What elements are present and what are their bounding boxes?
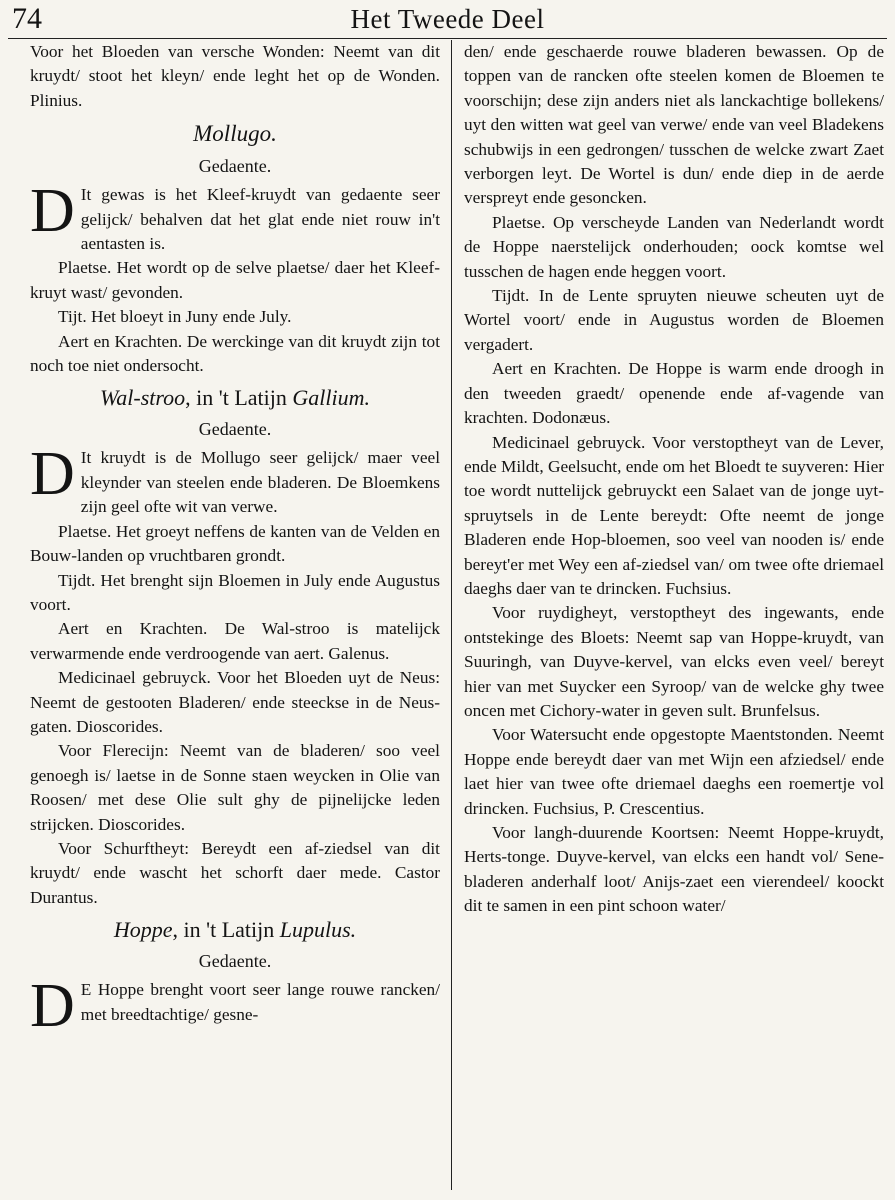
paragraph: Voor ruydigheyt, verstoptheyt des ingewants, ende ontstekinge des Bloets: Neemt sap van Hoppe-kruydt, van Suuringh, van Duyve-kervel, van elcks even veel/ bereyt hier van met Suycker een Syroop/ van de welcke ghy twee oncen met Cichory-water in geven sult. Brunfelsus. [464,603,884,720]
heading-mollugo: Mollugo. [193,121,277,147]
paragraph-with-dropcap [30,177,440,256]
subheading-gedaente: Gedaente. [198,951,272,972]
heading-name: Hoppe [113,917,173,943]
paragraph: Tijt. Het bloeyt in Juny ende July. [58,307,292,327]
paragraph: Voor het Bloeden van versche Wonden: Neemt van dit kruydt/ stoot het kleyn/ ende leght het op de Wonden. Plinius. [30,42,440,110]
paragraph: Plaetse. Het groeyt neffens de kanten van de Velden en Bouw-landen op vruchtbaren grondt. [30,521,440,566]
heading-latin: Lupulus. [279,917,357,943]
drop-cap: D [30,177,75,246]
heading-joiner: , in 't Latijn [172,917,280,943]
paragraph: Tijdt. Het brenght sijn Bloemen in July ende Augustus voort. [30,570,440,614]
paragraph-text: It gewas is het Kleef-kruydt van gedaente seer gelijck/ behalven dat het glat ende niet rouw in't aentasten is. [80,185,440,254]
paragraph: Aert en Krachten. De Wal-stroo is matelijck verwarmende ende verdroogende van aert. Galenus. [30,619,440,663]
heading-joiner: , in 't Latijn [185,385,293,411]
paragraph: Voor Flerecijn: Neemt van de bladeren/ soo veel genoegh is/ laetse in de Sonne staen weycken in Olie van Roosen/ met dese Olie sult ghy de pijnelijcke leden strijcken. Dioscorides. [30,741,440,834]
drop-cap: D [30,972,75,1041]
page-number: 74 [12,2,42,35]
paragraph: Voor Watersucht ende opgestopte Maentstonden. Neemt Hoppe ende bereydt daer van met Wijn een afziedsel/ ende laet hier van twee ofte driemael daeghs een roemertje vol drincken. Fuchsius, P. Crescentius. [464,725,884,818]
running-title: Het Tweede Deel [350,4,545,34]
paragraph: Plaetse. Het wordt op de selve plaetse/ daer het Kleef-kruyt wast/ gevonden. [30,258,440,302]
drop-cap: D [30,440,75,509]
left-column [30,40,440,1041]
paragraph: Aert en Krachten. De werckinge van dit kruydt zijn tot noch toe niet ondersocht. [30,331,440,376]
subheading-gedaente: Gedaente. [198,156,272,177]
heading-latin: Gallium. [292,385,371,411]
header-rule [8,38,887,39]
paragraph: Voor Schurftheyt: Bereydt een af-ziedsel van dit kruydt/ ende wascht het schorft daer mede. Castor Durantus. [30,838,440,907]
paragraph: Medicinael gebruyck. Voor het Bloeden uyt de Neus: Neemt de gestooten Bladeren/ ende steeckse in de Neus-gaten. Dioscorides. [30,668,440,736]
right-column [464,40,884,919]
paragraph: Voor langh-duurende Koortsen: Neemt Hoppe-kruydt, Herts-tonge. Duyve-kervel, van elcks een handt vol/ Sene-bladeren anderhalf loot/ Anijs-zaet een vierendeel/ koockt dit te samen in een pint schoon water/ [464,823,884,916]
paragraph-text: It kruydt is de Mollugo seer gelijck/ maer veel kleynder van steelen ende bladeren. De Bloemkens zijn geel ofte wit van verwe. [80,448,440,517]
column-divider [451,40,452,1190]
heading-name: Wal-stroo [99,385,186,411]
heading-hoppe [30,916,440,944]
paragraph: den/ ende geschaerde rouwe bladeren bewassen. Op de toppen van de rancken ofte steelen komen de Bloemen te voorschijn; dese zijn anders niet als lanckachtige bollekens/ uyt den witten wat geel van verwe/ ende van veel Bladekens schubwijs in een gedrongen/ tusschen de welcke zwart Zaet verborgen leyt. De Wortel is dun/ ende diep in de aerde verspreyt ende gesoncken. [464,42,884,208]
page-header [0,0,895,40]
paragraph-with-dropcap [30,972,440,1041]
paragraph: Medicinael gebruyck. Voor verstoptheyt van de Lever, ende Mildt, Geelsucht, ende om het Bloedt te suyveren: Hier toe wordt nuttelijck gebruyckt een Salaet van de jonge uyt-spruytsels in de Lente bereydt: Ofte neemt de jonge Bladeren ende Hop-bloemen, soo veel van nooden is/ ende bereyt'er met Wey een af-ziedsel van/ om twee ofte driemael daeghs daer van te drincken. Fuchsius. [464,432,884,598]
paragraph-text: E Hoppe brenght voort seer lange rouwe rancken/ met breedtachtige/ gesne- [80,980,440,1024]
paragraph-with-dropcap [30,440,440,519]
paragraph: Aert en Krachten. De Hoppe is warm ende droogh in den tweeden graedt/ openende ende af-vagende van krachten. Dodonæus. [464,359,884,428]
subheading-gedaente: Gedaente. [198,419,272,440]
heading-wal-stroo [30,384,440,412]
paragraph: Tijdt. In de Lente spruyten nieuwe scheuten uyt de Wortel voort/ ende in Augustus worden de Bloemen vergadert. [464,286,884,354]
paragraph: Plaetse. Op verscheyde Landen van Nederlandt wordt de Hoppe naerstelijck onderhouden; oock komtse wel tusschen de hagen ende heggen voort. [464,212,884,281]
